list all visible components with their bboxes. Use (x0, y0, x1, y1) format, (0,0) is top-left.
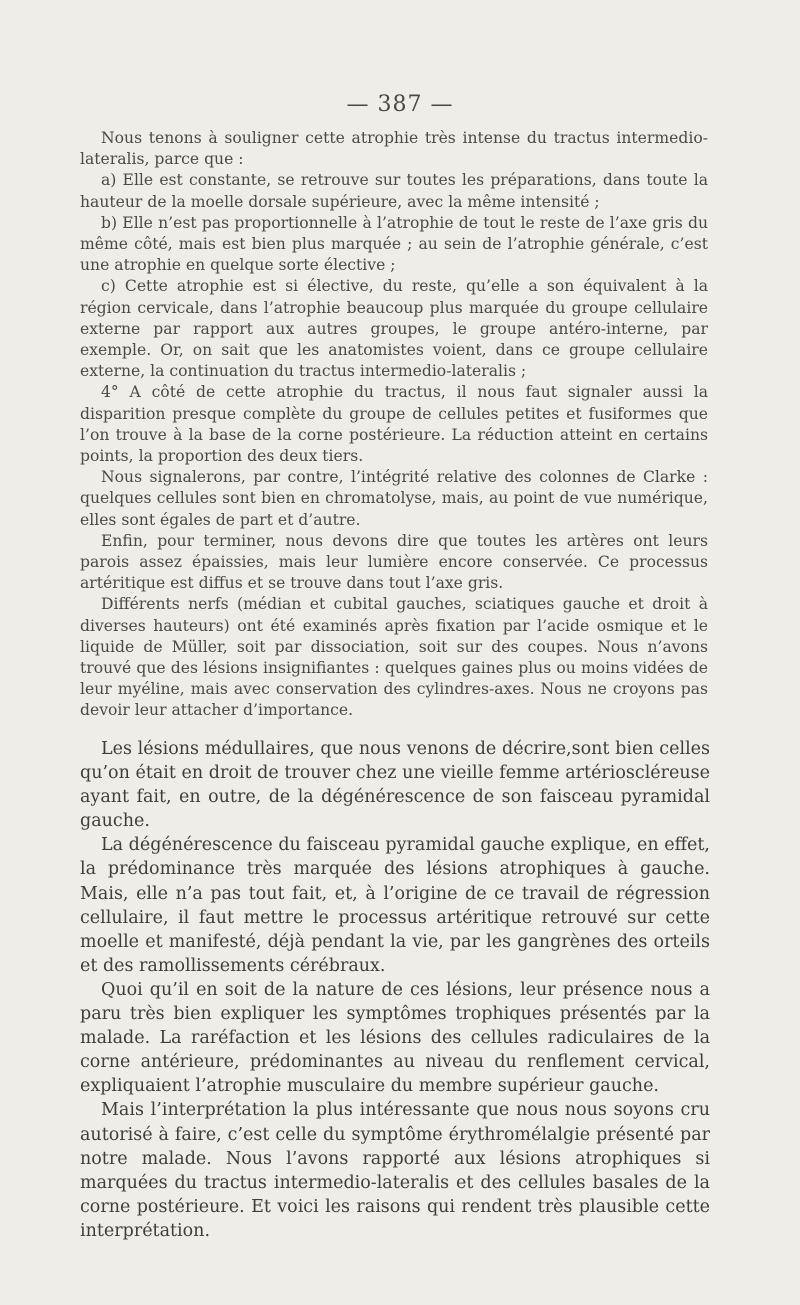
page-number: — 387 — (346, 92, 454, 117)
discussion-body-text (80, 737, 710, 1243)
paragraph: Différents nerfs (médian et cubital gauches, sciatiques gauche et droit à diverses hauteurs) ont été examinés après fixation par l’acide osmique et le liquide de Müller, soit par dissociation, soit sur des coupes. Nous n’avons trouvé que des lésions insignifiantes : quelques gaines plus ou moins vidées de leur myéline, mais avec conservation des cylindres-axes. Nous ne croyons pas devoir leur attacher d’importance. (80, 595, 708, 720)
paragraph: Enfin, pour terminer, nous devons dire que toutes les artères ont leurs parois assez épaissies, mais leur lumière encore conservée. Ce processus artéritique est diffus et se trouve dans tout l’axe gris. (80, 531, 708, 593)
paragraph: 4° A côté de cette atrophie du tractus, il nous faut signaler aussi la disparition presque complète du groupe de cellules petites et fusiformes que l’on trouve à la base de la corne postérieure. La réduction atteint en certains points, la proportion des deux tiers. (80, 383, 708, 466)
paragraph: c) Cette atrophie est si élective, du reste, qu’elle a son équivalent à la région cervicale, dans l’atrophie beaucoup plus marquée du groupe cellulaire externe par rapport aux autres groupes, le groupe antéro-interne, par exemple. Or, on sait que les anatomistes voient, dans ce groupe cellulaire externe, la continuation du tractus intermedio-lateralis ; (80, 277, 708, 381)
paragraph: b) Elle n’est pas proportionnelle à l’atrophie de tout le reste de l’axe gris du même côté, mais est bien plus marquée ; au sein de l’atrophie générale, c’est une atrophie en quelque sorte élective ; (80, 213, 708, 275)
paragraph: Les lésions médullaires, que nous venons de décrire,sont bien celles qu’on était en droit de trouver chez une vieille femme artérioscléreuse ayant fait, en outre, de la dégénérescence de son faisceau pyramidal gauche. (80, 739, 710, 832)
paragraph: Nous tenons à souligner cette atrophie très intense du tractus intermedio-lateralis, parce que : (80, 129, 708, 169)
paragraph: Nous signalerons, par contre, l’intégrité relative des colonnes de Clarke : quelques cellules sont bien en chromatolyse, mais, au point de vue numérique, elles sont égales de part et d’autre. (80, 468, 708, 529)
paragraph: Quoi qu’il en soit de la nature de ces lésions, leur présence nous a paru très bien expliquer les symptômes trophiques présentés par la malade. La raréfaction et les lésions des cellules radiculaires de la corne antérieure, prédominantes au niveau du renflement cervical, expliquaient l’atrophie musculaire du membre supérieur gauche. (80, 979, 710, 1097)
paragraph: La dégénérescence du faisceau pyramidal gauche explique, en effet, la prédominance très marquée des lésions atrophiques à gauche. Mais, elle n’a pas tout fait, et, à l’origine de ce travail de régression cellulaire, il faut mettre le processus artéritique retrouvé sur cette moelle et manifesté, déjà pendant la vie, par les gangrènes des orteils et des ramollissements cérébraux. (80, 835, 710, 976)
paragraph: Mais l’interprétation la plus intéressante que nous nous soyons cru autorisé à faire, c’est celle du symptôme érythromélalgie présenté par notre malade. Nous l’avons rapporté aux lésions atrophiques si marquées du tractus intermedio-lateralis et des cellules basales de la corne postérieure. Et voici les raisons qui rendent très plausible cette interprétation. (80, 1100, 710, 1241)
paragraph: a) Elle est constante, se retrouve sur toutes les préparations, dans toute la hauteur de la moelle dorsale supérieure, avec la même intensité ; (80, 171, 708, 211)
observation-small-print (80, 128, 708, 722)
